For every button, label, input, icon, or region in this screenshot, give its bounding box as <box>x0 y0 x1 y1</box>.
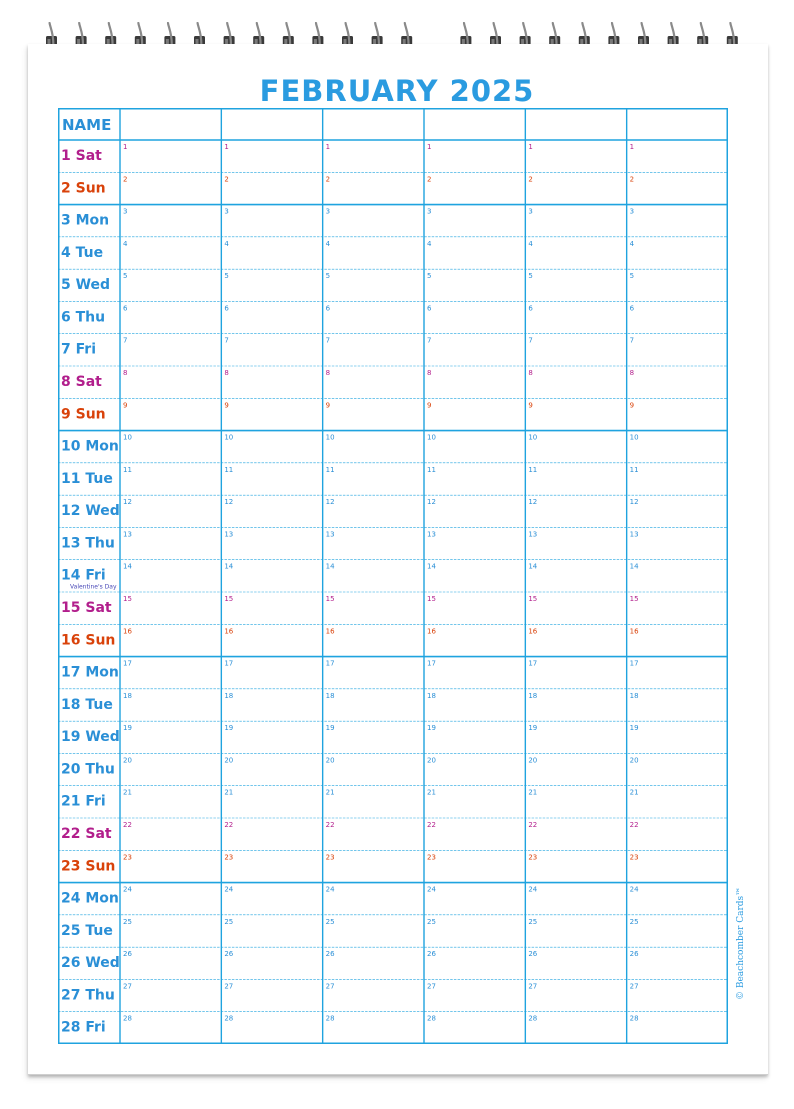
day-label: 18 Tue <box>61 696 113 713</box>
cell-day-number: 27 <box>528 982 538 991</box>
day-label: 11 Tue <box>61 470 113 487</box>
holiday-note: Valentine's Day <box>70 583 117 591</box>
cell-day-number: 18 <box>427 691 436 700</box>
cell-day-number: 21 <box>224 788 234 797</box>
cell-day-number: 13 <box>427 530 436 539</box>
cell-day-number: 17 <box>528 659 538 668</box>
cell-day-number: 22 <box>224 821 234 829</box>
cell-day-number: 28 <box>325 1014 335 1023</box>
planner-grid <box>58 108 728 1044</box>
cell-day-number: 20 <box>528 756 538 765</box>
cell-day-number: 17 <box>325 659 335 668</box>
cell-day-number: 3 <box>123 207 128 216</box>
cell-day-number: 5 <box>528 272 533 281</box>
cell-day-number: 19 <box>629 724 639 733</box>
cell-day-number: 20 <box>325 756 335 765</box>
cell-day-number: 7 <box>123 336 128 345</box>
cell-day-number: 14 <box>224 562 234 571</box>
cell-day-number: 21 <box>123 788 132 797</box>
cell-day-number: 9 <box>528 401 533 410</box>
cell-day-number: 16 <box>528 627 538 636</box>
cell-day-number: 14 <box>427 562 436 571</box>
cell-day-number: 7 <box>629 336 635 345</box>
cell-day-number: 9 <box>325 401 331 410</box>
cell-day-number: 25 <box>325 917 335 926</box>
cell-day-number: 25 <box>528 917 538 926</box>
day-label: 13 Thu <box>61 535 115 552</box>
cell-day-number: 10 <box>224 433 234 442</box>
cell-day-number: 8 <box>325 369 331 377</box>
cell-day-number: 12 <box>123 498 132 507</box>
cell-day-number: 26 <box>123 950 132 959</box>
cell-day-number: 19 <box>123 724 132 733</box>
cell-day-number: 8 <box>528 369 533 377</box>
cell-day-number: 16 <box>427 627 436 636</box>
name-cell <box>122 110 219 138</box>
cell-day-number: 1 <box>629 143 635 151</box>
cell-day-number: 10 <box>325 433 335 442</box>
cell-day-number: 28 <box>629 1014 639 1023</box>
day-label: 12 Wed <box>61 503 120 520</box>
cell-day-number: 11 <box>427 465 436 474</box>
cell-day-number: 6 <box>629 304 635 313</box>
cell-day-number: 16 <box>325 627 335 636</box>
cell-day-number: 12 <box>528 498 538 507</box>
name-cell <box>426 110 523 138</box>
cell-day-number: 20 <box>123 756 132 765</box>
cell-day-number: 22 <box>123 821 132 829</box>
cell-day-number: 13 <box>325 530 335 539</box>
cell-day-number: 8 <box>629 369 635 377</box>
day-label: 20 Thu <box>61 761 115 778</box>
cell-day-number: 17 <box>427 659 436 668</box>
cell-day-number: 17 <box>629 659 639 668</box>
cell-day-number: 6 <box>123 304 128 313</box>
day-label: 28 Fri <box>61 1019 106 1036</box>
cell-day-number: 18 <box>123 691 132 700</box>
cell-day-number: 5 <box>224 272 229 281</box>
day-label: 9 Sun <box>61 406 106 423</box>
cell-day-number: 24 <box>427 885 436 894</box>
cell-day-number: 26 <box>528 950 538 959</box>
cell-day-number: 5 <box>427 272 432 281</box>
cell-day-number: 9 <box>123 401 128 410</box>
cell-day-number: 1 <box>427 143 432 151</box>
cell-day-number: 7 <box>325 336 331 345</box>
day-label: 3 Mon <box>61 212 110 229</box>
name-cell <box>223 110 320 138</box>
cell-day-number: 9 <box>427 401 432 410</box>
cell-day-number: 25 <box>224 917 234 926</box>
day-label: 27 Thu <box>61 987 115 1004</box>
cell-day-number: 26 <box>224 950 234 959</box>
cell-day-number: 3 <box>629 207 635 216</box>
cell-day-number: 14 <box>629 562 639 571</box>
copyright-credit: © Beachcomber Cards™ <box>736 886 746 1000</box>
cell-day-number: 3 <box>224 207 229 216</box>
cell-day-number: 24 <box>224 885 234 894</box>
cell-day-number: 23 <box>224 853 234 862</box>
cell-day-number: 16 <box>629 627 639 636</box>
cell-day-number: 25 <box>629 917 639 926</box>
cell-day-number: 12 <box>629 498 639 507</box>
cell-day-number: 24 <box>325 885 335 894</box>
day-label: 17 Mon <box>61 664 119 681</box>
cell-day-number: 1 <box>528 143 533 151</box>
cell-day-number: 1 <box>325 143 331 151</box>
cell-day-number: 10 <box>528 433 538 442</box>
cell-day-number: 21 <box>629 788 639 797</box>
cell-day-number: 2 <box>629 175 635 184</box>
cell-day-number: 19 <box>224 724 234 733</box>
cell-day-number: 27 <box>427 982 436 991</box>
cell-day-number: 15 <box>224 595 234 603</box>
cell-day-number: 24 <box>528 885 538 894</box>
cell-day-number: 4 <box>325 239 331 248</box>
cell-day-number: 16 <box>224 627 234 636</box>
cell-day-number: 18 <box>224 691 234 700</box>
cell-day-number: 19 <box>528 724 538 733</box>
cell-day-number: 5 <box>325 272 331 281</box>
day-label: 19 Wed <box>61 729 120 746</box>
cell-day-number: 18 <box>325 691 335 700</box>
name-cell <box>325 110 422 138</box>
cell-day-number: 11 <box>123 465 132 474</box>
day-label: 22 Sat <box>61 826 112 842</box>
cell-day-number: 6 <box>528 304 533 313</box>
cell-day-number: 9 <box>224 401 229 410</box>
day-label: 16 Sun <box>61 632 116 649</box>
day-label: 4 Tue <box>61 244 104 261</box>
cell-day-number: 23 <box>123 853 132 862</box>
name-header: NAME <box>62 116 112 134</box>
cell-day-number: 26 <box>629 950 639 959</box>
cell-day-number: 20 <box>224 756 234 765</box>
cell-day-number: 23 <box>427 853 436 862</box>
cell-day-number: 21 <box>528 788 538 797</box>
cell-day-number: 2 <box>325 175 331 184</box>
cell-day-number: 14 <box>123 562 132 571</box>
cell-day-number: 19 <box>427 724 436 733</box>
cell-day-number: 22 <box>528 821 538 829</box>
cell-day-number: 17 <box>224 659 234 668</box>
cell-day-number: 5 <box>123 272 128 281</box>
cell-day-number: 6 <box>224 304 229 313</box>
cell-day-number: 20 <box>629 756 639 765</box>
cell-day-number: 17 <box>123 659 132 668</box>
cell-day-number: 13 <box>528 530 538 539</box>
cell-day-number: 27 <box>224 982 234 991</box>
cell-day-number: 25 <box>123 917 132 926</box>
day-label: 5 Wed <box>61 277 111 294</box>
cell-day-number: 18 <box>629 691 639 700</box>
cell-day-number: 12 <box>325 498 335 507</box>
cell-day-number: 1 <box>224 143 229 151</box>
cell-day-number: 4 <box>427 239 432 248</box>
cell-day-number: 28 <box>528 1014 538 1023</box>
cell-day-number: 5 <box>629 272 635 281</box>
cell-day-number: 26 <box>325 950 335 959</box>
cell-day-number: 15 <box>325 595 335 603</box>
name-cell <box>527 110 624 138</box>
cell-day-number: 23 <box>629 853 639 862</box>
cell-day-number: 13 <box>123 530 132 539</box>
day-label: 21 Fri <box>61 793 106 810</box>
cell-day-number: 6 <box>427 304 432 313</box>
day-label: 25 Tue <box>61 922 113 939</box>
cell-day-number: 6 <box>325 304 331 313</box>
cell-day-number: 2 <box>427 175 432 184</box>
cell-day-number: 2 <box>123 175 128 184</box>
cell-day-number: 2 <box>224 175 229 184</box>
cell-day-number: 7 <box>427 336 432 345</box>
cell-day-number: 11 <box>629 465 639 474</box>
cell-day-number: 12 <box>224 498 234 507</box>
cell-day-number: 1 <box>123 143 128 151</box>
day-label: 8 Sat <box>61 374 102 390</box>
cell-day-number: 27 <box>123 982 132 991</box>
cell-day-number: 4 <box>528 239 533 248</box>
cell-day-number: 16 <box>123 627 132 636</box>
cell-day-number: 24 <box>629 885 639 894</box>
name-cell <box>629 110 726 138</box>
cell-day-number: 15 <box>427 595 436 603</box>
cell-day-number: 8 <box>123 369 128 377</box>
cell-day-number: 11 <box>528 465 538 474</box>
day-label: 10 Mon <box>61 438 119 455</box>
cell-day-number: 10 <box>123 433 132 442</box>
cell-day-number: 13 <box>629 530 639 539</box>
cell-day-number: 20 <box>427 756 436 765</box>
day-label: 2 Sun <box>61 180 106 197</box>
day-label: 26 Wed <box>61 955 120 972</box>
page-title: FEBRUARY 2025 <box>259 74 535 108</box>
cell-day-number: 15 <box>528 595 538 603</box>
cell-day-number: 26 <box>427 950 436 959</box>
day-label: 24 Mon <box>61 890 119 907</box>
cell-day-number: 4 <box>224 239 229 248</box>
cell-day-number: 3 <box>528 207 533 216</box>
cell-day-number: 27 <box>629 982 639 991</box>
day-label: 23 Sun <box>61 858 116 875</box>
cell-day-number: 7 <box>528 336 533 345</box>
cell-day-number: 3 <box>325 207 331 216</box>
cell-day-number: 14 <box>528 562 538 571</box>
cell-day-number: 11 <box>325 465 335 474</box>
cell-day-number: 2 <box>528 175 533 184</box>
cell-day-number: 24 <box>123 885 132 894</box>
cell-day-number: 7 <box>224 336 229 345</box>
cell-day-number: 25 <box>427 917 436 926</box>
day-label: 15 Sat <box>61 600 112 616</box>
cell-day-number: 13 <box>224 530 234 539</box>
cell-day-number: 9 <box>629 401 635 410</box>
cell-day-number: 22 <box>629 821 639 829</box>
cell-day-number: 8 <box>427 369 432 377</box>
cell-day-number: 14 <box>325 562 335 571</box>
day-label: 6 Thu <box>61 309 106 326</box>
cell-day-number: 8 <box>224 369 229 377</box>
day-label: 1 Sat <box>61 148 102 164</box>
cell-day-number: 4 <box>629 239 635 248</box>
cell-day-number: 21 <box>325 788 335 797</box>
cell-day-number: 22 <box>325 821 335 829</box>
day-label: 14 Fri <box>61 567 106 584</box>
cell-day-number: 11 <box>224 465 234 474</box>
cell-day-number: 27 <box>325 982 335 991</box>
cell-day-number: 10 <box>629 433 639 442</box>
cell-day-number: 28 <box>224 1014 234 1023</box>
cell-day-number: 22 <box>427 821 436 829</box>
cell-day-number: 3 <box>427 207 432 216</box>
cell-day-number: 23 <box>528 853 538 862</box>
cell-day-number: 12 <box>427 498 436 507</box>
cell-day-number: 23 <box>325 853 335 862</box>
cell-day-number: 28 <box>427 1014 436 1023</box>
cell-day-number: 28 <box>123 1014 132 1023</box>
cell-day-number: 21 <box>427 788 436 797</box>
day-label: 7 Fri <box>61 341 96 358</box>
cell-day-number: 10 <box>427 433 436 442</box>
cell-day-number: 18 <box>528 691 538 700</box>
cell-day-number: 19 <box>325 724 335 733</box>
cell-day-number: 15 <box>123 595 132 603</box>
cell-day-number: 15 <box>629 595 639 603</box>
cell-day-number: 4 <box>123 239 128 248</box>
